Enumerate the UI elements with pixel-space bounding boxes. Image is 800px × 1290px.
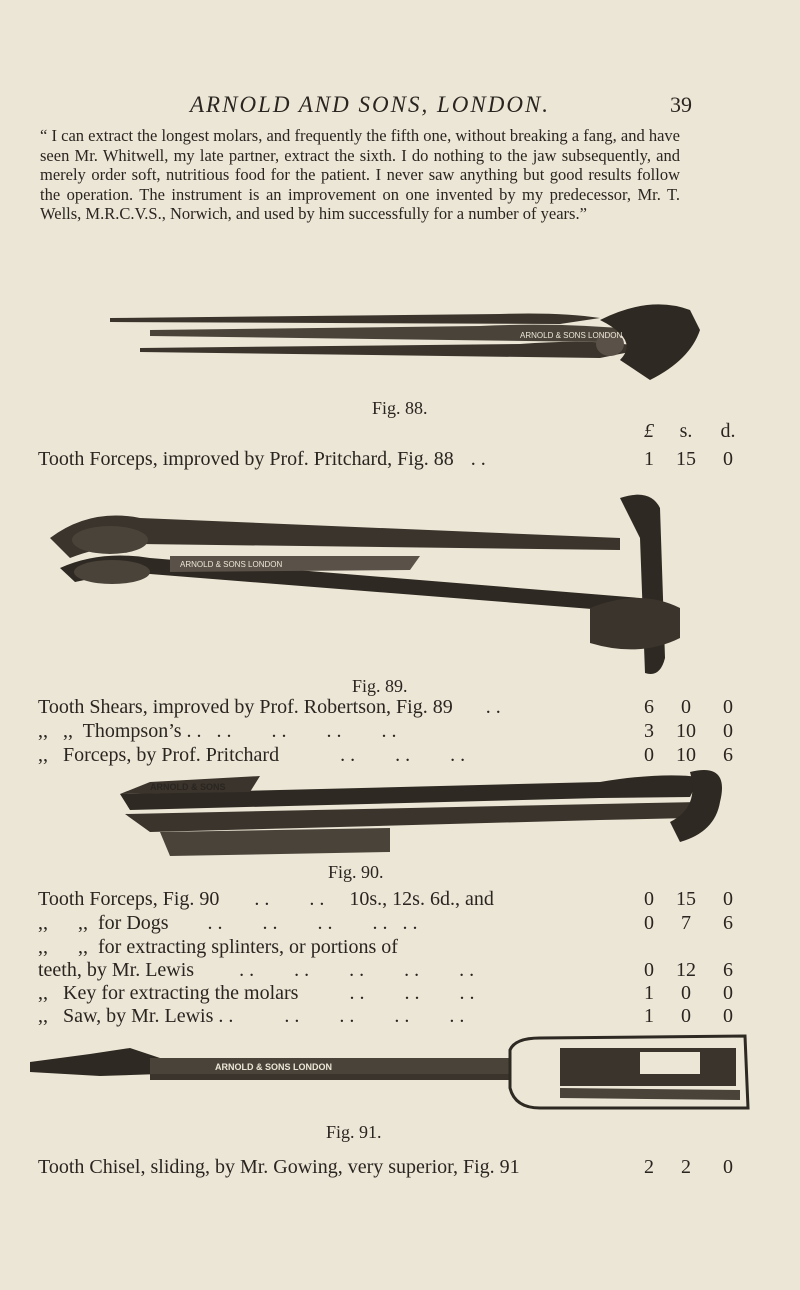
pounds-heading: £ [644, 420, 654, 442]
fig88-engraving: ARNOLD & SONS LONDON [520, 331, 623, 340]
price-saw: 1 0 0 [644, 1005, 733, 1027]
item-for-dogs: ,, ,, for Dogs . . . . . . . . . . [38, 912, 418, 934]
fig91-engraving: ARNOLD & SONS LONDON [215, 1062, 332, 1072]
price-chisel: 2 2 0 [644, 1156, 733, 1178]
fig90-engraving: ARNOLD & SONS [150, 782, 226, 792]
fig89-illustration [0, 478, 800, 678]
fig91-caption: Fig. 91. [326, 1122, 382, 1142]
item-key: ,, Key for extracting the molars . . . . . . [38, 982, 475, 1004]
price-tooth-forceps-88: 1 15 0 [644, 448, 733, 470]
fig91-illustration [0, 1028, 800, 1118]
currency-header [634, 420, 748, 443]
price-splinters: 0 12 6 [644, 959, 733, 981]
fig90-caption: Fig. 90. [328, 862, 384, 882]
price-key: 1 0 0 [644, 982, 733, 1004]
item-saw: ,, Saw, by Mr. Lewis . . . . . . . . . . [38, 1005, 465, 1027]
quote-paragraph: “ I can extract the longest molars, and frequently the fifth one, without breaking a fang, and have seen Mr. Whitwell, my late partner, extract the sixth. I do nothing to the jaw subsequently, and merely order soft, nutritious food for the patient. I never saw anything but good results follow the operation. The instrument is an improvement on one invented by my predecessor, Mr. T. Wells, M.R.C.V.S., Norwich, and used by him successfully for a number of years.” [40, 126, 680, 223]
item-chisel: Tooth Chisel, sliding, by Mr. Gowing, very superior, Fig. 91 [38, 1156, 520, 1178]
page-number: 39 [670, 92, 692, 117]
running-header: ARNOLD AND SONS, LONDON. [190, 92, 551, 117]
price-tooth-forceps-90: 0 15 0 [644, 888, 733, 910]
item-forceps-pritchard: ,, Forceps, by Prof. Pritchard . . . . . . [38, 744, 466, 766]
item-tooth-forceps-88: Tooth Forceps, improved by Prof. Pritchard, Fig. 88 . . [38, 448, 486, 470]
item-splinters-line1: ,, ,, for extracting splinters, or portions of [38, 936, 398, 958]
price-tooth-shears: 6 0 0 [644, 696, 733, 718]
price-for-dogs: 0 7 6 [644, 912, 733, 934]
fig90-illustration [0, 752, 800, 862]
fig88-illustration [0, 290, 800, 390]
fig89-engraving: ARNOLD & SONS LONDON [180, 560, 283, 569]
item-tooth-forceps-90: Tooth Forceps, Fig. 90 . . . . 10s., 12s. 6d., and [38, 888, 494, 910]
fig88-caption: Fig. 88. [372, 398, 428, 418]
fig89-caption: Fig. 89. [352, 676, 408, 696]
pence-heading: d. [720, 420, 736, 442]
price-thompsons-shears: 3 10 0 [644, 720, 733, 742]
shillings-heading: s. [679, 420, 693, 442]
item-tooth-shears: Tooth Shears, improved by Prof. Robertson, Fig. 89 . . [38, 696, 501, 718]
price-forceps-pritchard: 0 10 6 [644, 744, 733, 766]
item-splinters-line2: teeth, by Mr. Lewis . . . . . . . . . . [38, 959, 475, 981]
item-thompsons-shears: ,, ,, Thompson’s . . . . . . . . . . [38, 720, 397, 742]
